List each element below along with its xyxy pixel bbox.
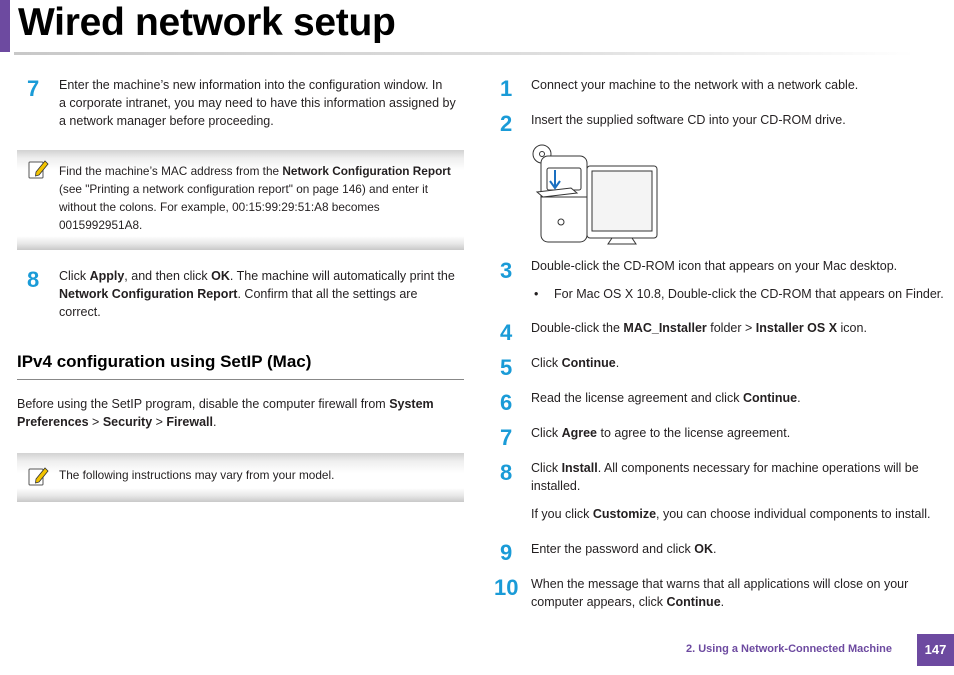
bold-term: Install [561,461,598,475]
text-run: . [212,415,217,429]
text-run: . [615,356,620,370]
step-text [531,540,717,558]
text-line: (see "Printing a network configuration report" on page 146) and enter it [59,182,429,196]
step-text [531,354,619,372]
step-text: Double-click the CD-ROM icon that appears on your Mac desktop. [531,259,898,273]
text-run: . Confirm that all the settings are [237,287,418,301]
step-text: Insert the supplied software CD into your CD-ROM drive. [531,113,846,127]
text-line: Enter the machine’s new information into the configuration window. In [59,78,443,92]
text-run: Read the license agreement and click [531,391,743,405]
text-run: . [720,595,725,609]
step-number: 7 [27,76,40,101]
text-run: . [797,391,801,405]
bold-term: MAC_Installer [623,321,707,335]
step-number: 8 [27,267,40,292]
step-text [531,389,801,407]
bold-term: Firewall [166,415,213,429]
footer-chapter: 2. Using a Network-Connected Machine [686,643,892,655]
step-number: 3 [500,258,513,283]
note-box [17,453,464,502]
text-run: to agree to the license agreement. [597,426,791,440]
text-run: Click [531,356,562,370]
bold-term: Preferences [17,415,89,429]
text-line [531,593,943,611]
text-line: installed. [531,479,581,493]
page-header [0,0,954,56]
page-number: 147 [924,642,947,657]
step-number: 5 [500,355,513,380]
step-number: 7 [500,425,513,450]
text-run: Double-click the [531,321,624,335]
text-run: . All components necessary for machine operations will be [597,461,919,475]
step-text [531,459,943,495]
bold-term: Installer OS X [755,321,838,335]
text-run: icon. [837,321,867,335]
bold-term: Agree [561,426,597,440]
text-run: > [88,415,103,429]
step-text [531,319,867,337]
intro-paragraph [17,395,467,431]
section-heading: IPv4 configuration using SetIP (Mac) [17,352,312,371]
step-note-paragraph [531,505,931,523]
step-number: 1 [500,76,513,101]
step-text [531,424,790,442]
note-box [17,150,464,250]
step-text [59,267,469,321]
bold-term: Network Configuration Report [282,164,451,178]
text-run: . [713,542,717,556]
bold-term: Apply [89,269,125,283]
page-title: Wired network setup [18,1,396,44]
text-run: , you can choose individual components to install. [656,507,931,521]
step-number: 8 [500,460,513,485]
text-line [59,267,469,285]
bold-term: Security [102,415,153,429]
text-line: correct. [59,305,101,319]
step-number: 6 [500,390,513,415]
text-line: 0015992951A8. [59,218,143,232]
step-number: 4 [500,320,513,345]
bold-term: Customize [592,507,657,521]
text-line [59,162,464,180]
bullet-text: For Mac OS X 10.8, Double-click the CD-ROM that appears on Finder. [554,287,944,301]
text-run: computer appears, click [531,595,667,609]
bold-term: System [389,397,434,411]
bold-term: OK [211,269,230,283]
text-line: a network manager before proceeding. [59,114,274,128]
mac-with-cd-illustration [529,142,661,246]
text-run: , and then click [124,269,212,283]
step-number: 2 [500,111,513,136]
page-number-box [917,634,954,666]
text-line: When the message that warns that all applications will close on your [531,577,909,591]
title-accent-bar [0,0,10,52]
text-line [59,285,469,303]
text-line [17,395,467,413]
text-run: Click [531,461,562,475]
text-run: . The machine will automatically print the [229,269,455,283]
bold-term: OK [694,542,714,556]
bold-term: Continue [742,391,798,405]
bullet-marker: • [534,287,539,301]
note-text: The following instructions may vary from your model. [59,468,335,482]
bold-term: Network Configuration Report [59,287,238,301]
note-text [59,162,464,234]
text-run: Click [531,426,562,440]
title-divider [14,52,914,55]
text-run: Enter the password and click [531,542,695,556]
text-run: folder > [706,321,756,335]
bold-term: Continue [666,595,721,609]
step-text [59,76,469,130]
step-text [531,575,943,611]
text-run: Find the machine’s MAC address from the [59,164,283,178]
text-run: Before using the SetIP program, disable the computer firewall from [17,397,390,411]
step-text: Connect your machine to the network with a network cable. [531,78,859,92]
text-run: Click [59,269,90,283]
text-line [531,459,943,477]
text-run: If you click [531,507,593,521]
text-line: a corporate intranet, you may need to have this information assigned by [59,96,456,110]
text-line [17,413,467,431]
note-pencil-icon [27,465,49,487]
step-number: 10 [494,575,519,600]
text-run: > [152,415,167,429]
step-number: 9 [500,540,513,565]
note-pencil-icon [27,158,49,180]
section-divider [17,379,464,380]
text-line: without the colons. For example, 00:15:99:29:51:A8 becomes [59,200,380,214]
bold-term: Continue [561,356,616,370]
